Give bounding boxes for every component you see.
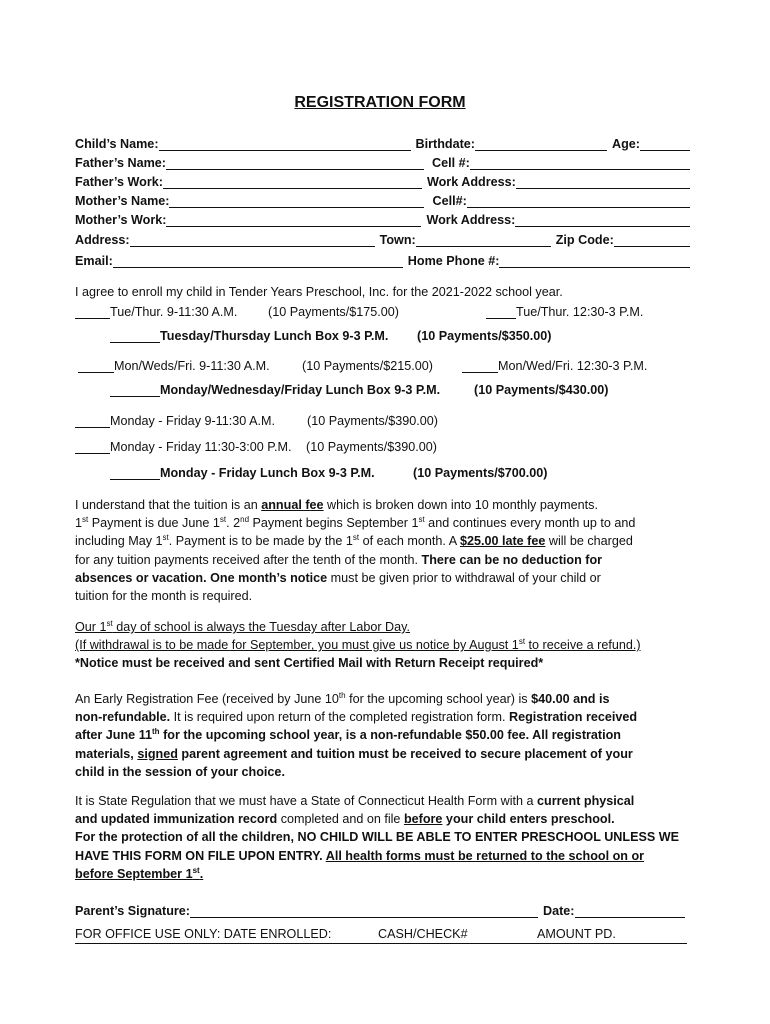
page-title: REGISTRATION FORM xyxy=(294,94,466,111)
superscript: st xyxy=(418,515,425,525)
age-field[interactable] xyxy=(640,137,690,151)
cash-check-label: CASH/CHECK# xyxy=(378,927,468,941)
work-address2-field[interactable] xyxy=(515,213,690,227)
tuition-paragraph xyxy=(75,496,695,605)
superscript: st xyxy=(219,515,227,525)
option-mwf-lunch xyxy=(110,383,608,397)
early-text: It is required upon return of the completed registration form. xyxy=(170,710,509,725)
cell2-label: Cell#: xyxy=(432,194,467,208)
option-mwf-lunch-label: Monday/Wednesday/Friday Lunch Box 9-3 P.M. xyxy=(160,383,441,397)
signature-row xyxy=(75,900,685,918)
option-mwf-lunch-price: (10 Payments/$430.00) xyxy=(474,383,609,397)
option-mf-lunch-blank[interactable] xyxy=(110,466,160,480)
early-text: for the upcoming school year) is xyxy=(345,692,532,706)
work-address2-label: Work Address: xyxy=(426,213,516,227)
tuition-text: must be given prior to withdrawal of your child or xyxy=(327,570,601,585)
fathers-name-field[interactable] xyxy=(166,156,424,170)
row-mother-work xyxy=(75,209,690,227)
mothers-work-field[interactable] xyxy=(166,213,421,227)
address-label: Address: xyxy=(75,233,130,247)
option-tt-am-blank[interactable] xyxy=(75,305,110,319)
superscript: nd xyxy=(240,515,250,525)
registration-received-text: Registration received xyxy=(508,710,638,725)
protection-text: For the protection of all the children, NO CHILD WILL BE ABLE TO ENTER PRESCHOOL UNLESS WE xyxy=(75,830,680,845)
date-label: Date: xyxy=(543,904,575,918)
non-refundable-text: non-refundable. xyxy=(75,710,171,725)
notice-text: absences or vacation. One month’s notice xyxy=(75,570,328,585)
health-forms-deadline: . xyxy=(199,866,204,881)
superscript: th xyxy=(338,690,346,700)
tuition-text: which is broken down into 10 monthly payments. xyxy=(323,498,598,512)
age-label: Age: xyxy=(612,137,640,151)
no-deduction-text: There can be no deduction for xyxy=(421,552,603,567)
before-text: before xyxy=(403,812,443,827)
option-mwf-am-price: (10 Payments/$215.00) xyxy=(302,359,433,373)
option-tt-am-price: (10 Payments/$175.00) xyxy=(268,305,399,319)
option-mf-pm xyxy=(75,440,437,454)
zip-label: Zip Code: xyxy=(555,233,614,247)
health-forms-deadline: All health forms must be returned to the school on or xyxy=(325,848,645,863)
date-enrolled-label: FOR OFFICE USE ONLY: DATE ENROLLED: xyxy=(75,927,332,941)
protection-text: HAVE THIS FORM ON FILE UPON ENTRY. xyxy=(75,848,326,863)
option-tt-am xyxy=(75,305,643,319)
annual-fee-text: annual fee xyxy=(261,498,324,512)
row-address xyxy=(75,229,690,247)
materials-text: materials, xyxy=(75,746,138,761)
tuition-text: Payment is due June 1 xyxy=(88,516,220,531)
option-tt-lunch xyxy=(110,329,551,343)
late-registration-text: after June 11 xyxy=(75,728,153,743)
row-email xyxy=(75,250,690,268)
immunization-text: and updated immunization record xyxy=(75,812,278,827)
email-field[interactable] xyxy=(113,254,403,268)
late-fee-text: $25.00 late fee xyxy=(459,534,546,549)
option-tt-lunch-label: Tuesday/Thursday Lunch Box 9-3 P.M. xyxy=(160,329,389,343)
option-mf-pm-price: (10 Payments/$390.00) xyxy=(306,440,437,454)
mothers-name-field[interactable] xyxy=(169,194,424,208)
superscript: st xyxy=(106,618,113,628)
tuition-text: will be charged xyxy=(545,534,633,549)
agree-text: I agree to enroll my child in Tender Years Preschool, Inc. for the 2021-2022 school year. xyxy=(75,285,563,299)
tuition-text: . 2 xyxy=(226,516,241,531)
withdrawal-text: (If withdrawal is to be made for September, you must give us notice by August 1 xyxy=(75,638,519,653)
certified-mail-notice: *Notice must be received and sent Certified Mail with Return Receipt required* xyxy=(75,656,544,671)
signed-text: signed xyxy=(137,746,178,761)
tuition-text: I understand that the tuition is an xyxy=(75,498,262,512)
option-mf-am-price: (10 Payments/$390.00) xyxy=(307,414,438,428)
superscript: st xyxy=(192,865,200,875)
tuition-text: of each month. A xyxy=(359,534,460,549)
early-fee-text: $40.00 and is xyxy=(531,692,610,706)
superscript: st xyxy=(518,637,526,647)
office-use-row xyxy=(75,927,687,944)
option-tt-pm-blank[interactable] xyxy=(486,305,516,319)
option-mf-lunch-price: (10 Payments/$700.00) xyxy=(413,466,548,480)
email-label: Email: xyxy=(75,254,113,268)
option-mf-lunch-label: Monday - Friday Lunch Box 9-3 P.M. xyxy=(160,466,375,480)
parent-signature-field[interactable] xyxy=(190,904,538,918)
health-text: completed and on file xyxy=(277,812,404,827)
current-physical-text: current physical xyxy=(537,794,635,808)
option-tt-pm-label: Tue/Thur. 12:30-3 P.M. xyxy=(516,305,644,319)
early-registration-section xyxy=(75,690,695,781)
tuition-text: 1 xyxy=(75,516,83,531)
option-mwf-am xyxy=(78,359,647,373)
option-mf-pm-blank[interactable] xyxy=(75,440,110,454)
row-mother xyxy=(75,190,690,208)
cell-field[interactable] xyxy=(470,156,690,170)
row-child xyxy=(75,133,690,151)
town-label: Town: xyxy=(379,233,416,247)
option-mf-am xyxy=(75,414,438,428)
option-mf-am-label: Monday - Friday 9-11:30 A.M. xyxy=(110,414,275,428)
row-father xyxy=(75,152,690,170)
birthdate-field[interactable] xyxy=(475,137,607,151)
amount-paid-label: AMOUNT PD. xyxy=(537,927,616,941)
zip-field[interactable] xyxy=(614,233,690,247)
cell2-field[interactable] xyxy=(467,194,690,208)
option-tt-lunch-price: (10 Payments/$350.00) xyxy=(417,329,552,343)
first-day-text: Our 1 xyxy=(75,620,107,634)
tuition-text: and continues every month up to and xyxy=(424,516,636,531)
row-father-work xyxy=(75,171,690,189)
health-text: It is State Regulation that we must have a State of Connecticut Health Form with a xyxy=(75,794,538,808)
mothers-name-label: Mother’s Name: xyxy=(75,194,170,208)
option-mwf-pm-blank[interactable] xyxy=(462,359,498,373)
health-text: your child enters preschool. xyxy=(442,812,615,827)
health-forms-deadline: before September 1 xyxy=(75,866,193,881)
tuition-text: Payment begins September 1 xyxy=(249,516,419,531)
tuition-text: . Payment is to be made by the 1 xyxy=(168,534,353,549)
date-field[interactable] xyxy=(575,904,685,918)
fathers-work-label: Father’s Work: xyxy=(75,175,163,189)
late-registration-text: for the upcoming school year, is a non-refundable $50.00 fee. All registration xyxy=(159,728,621,743)
option-tt-lunch-blank[interactable] xyxy=(110,329,160,343)
birthdate-label: Birthdate: xyxy=(415,137,475,151)
withdrawal-text: to receive a refund.) xyxy=(525,638,641,653)
option-tt-am-label: Tue/Thur. 9-11:30 A.M. xyxy=(110,305,238,319)
work-address-label: Work Address: xyxy=(426,175,516,189)
tuition-text: tuition for the month is required. xyxy=(75,589,253,604)
superscript: th xyxy=(152,727,160,737)
childs-name-field[interactable] xyxy=(159,137,411,151)
mothers-work-label: Mother’s Work: xyxy=(75,213,167,227)
superscript: st xyxy=(82,515,89,525)
option-mf-pm-label: Monday - Friday 11:30-3:00 P.M. xyxy=(110,440,292,454)
address-field[interactable] xyxy=(130,233,375,247)
materials-text: child in the session of your choice. xyxy=(75,764,285,779)
option-mf-lunch xyxy=(110,466,547,480)
superscript: st xyxy=(352,533,360,543)
parent-signature-label: Parent’s Signature: xyxy=(75,904,191,918)
option-mwf-am-blank[interactable] xyxy=(78,359,114,373)
tuition-text: for any tuition payments received after the tenth of the month. xyxy=(75,552,422,567)
early-text: An Early Registration Fee (received by June 10 xyxy=(75,692,339,706)
work-address-field[interactable] xyxy=(516,175,690,189)
first-day-section xyxy=(75,618,695,673)
option-mwf-am-label: Mon/Weds/Fri. 9-11:30 A.M. xyxy=(114,359,270,373)
fathers-name-label: Father’s Name: xyxy=(75,156,166,170)
town-field[interactable] xyxy=(416,233,551,247)
materials-text: parent agreement and tuition must be received to secure placement of your xyxy=(177,746,633,761)
health-section xyxy=(75,792,695,883)
option-mwf-lunch-blank[interactable] xyxy=(110,383,160,397)
tuition-text: including May 1 xyxy=(75,534,163,549)
childs-name-label: Child’s Name: xyxy=(75,137,159,151)
fathers-work-field[interactable] xyxy=(163,175,422,189)
home-phone-field[interactable] xyxy=(499,254,690,268)
superscript: st xyxy=(162,533,169,543)
option-mf-am-blank[interactable] xyxy=(75,414,110,428)
first-day-text: day of school is always the Tuesday after Labor Day. xyxy=(112,620,411,634)
cell-label: Cell #: xyxy=(432,156,470,170)
home-phone-label: Home Phone #: xyxy=(407,254,500,268)
option-mwf-pm-label: Mon/Wed/Fri. 12:30-3 P.M. xyxy=(498,359,648,373)
